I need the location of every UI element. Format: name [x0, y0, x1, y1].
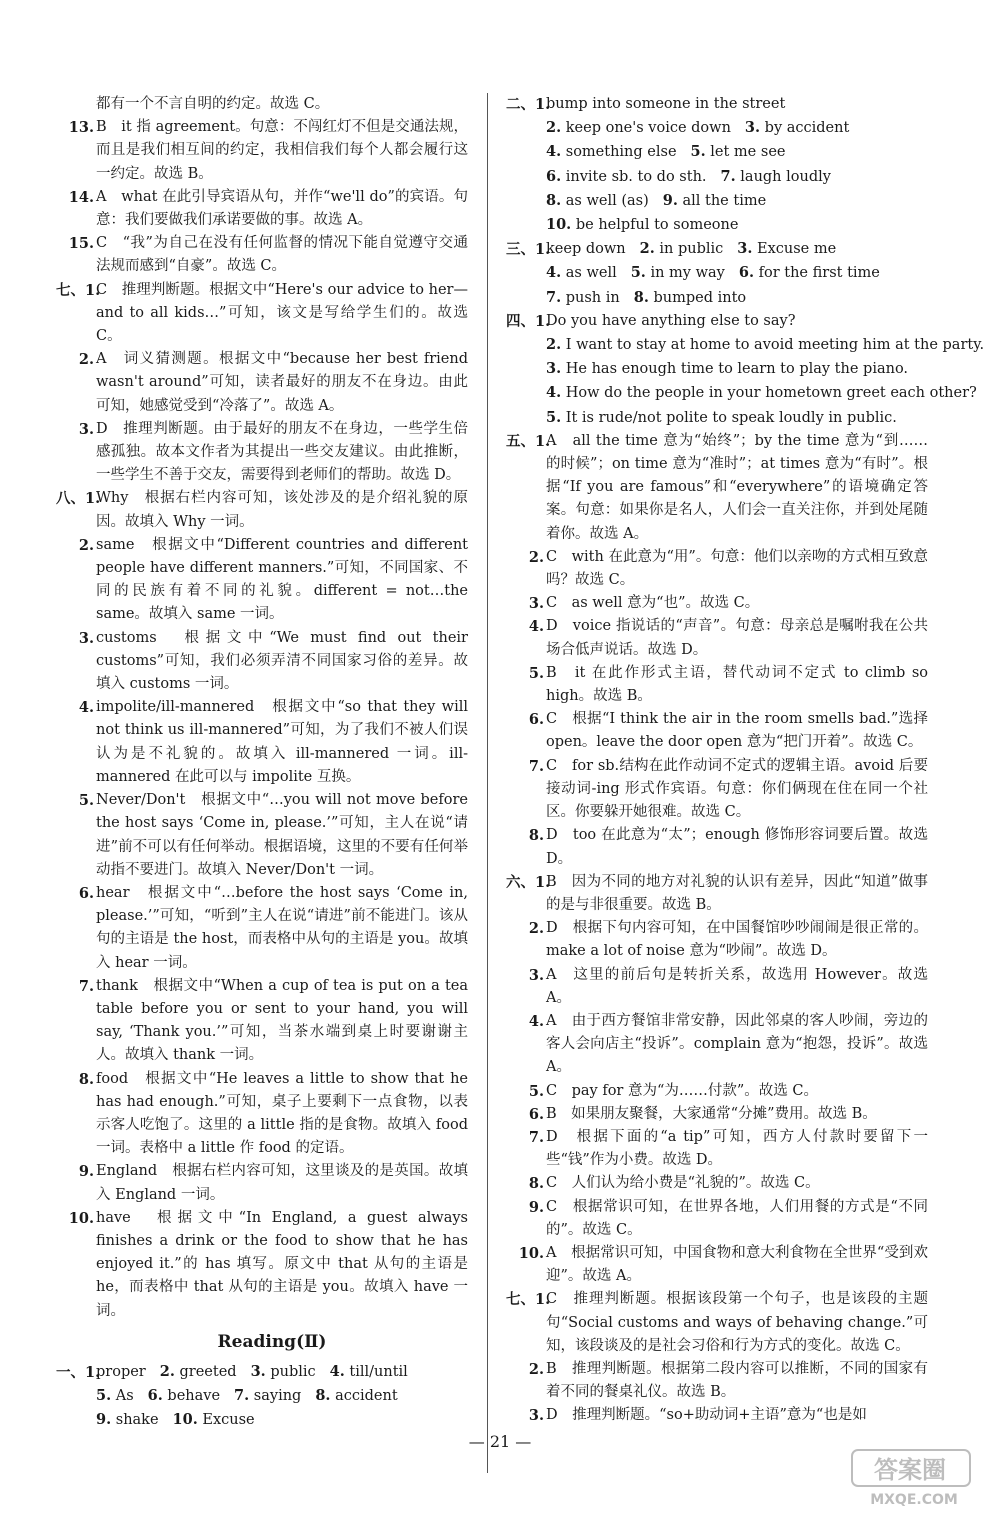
answer-item	[634, 286, 746, 310]
answer-item	[96, 1408, 159, 1432]
answer-text: same 根据文中“Different countries and different people have different manners.”可知，不同国家、不同的民族有着不同的礼貌。different = not…the same。故填入 same 一词。	[96, 536, 468, 623]
answer-text: be helpful to someone	[575, 217, 739, 234]
answer-text: bumped into	[653, 289, 747, 306]
answer-entry	[56, 279, 468, 349]
answer-item	[546, 357, 908, 381]
answer-item	[506, 238, 626, 261]
answer-text: in public	[659, 241, 724, 258]
answer-row	[506, 165, 928, 189]
answer-item	[251, 1360, 316, 1384]
answer-number: 7.	[528, 757, 544, 775]
answer-entry	[506, 708, 928, 754]
answer-number: 5.	[528, 1082, 544, 1100]
answer-item	[737, 237, 836, 261]
answer-text: Why 根据右栏内容可知，该处涉及的是介绍礼貌的原因。故填入 Why 一词。	[96, 490, 468, 530]
answer-number: 3.	[250, 1362, 266, 1380]
answer-number: 一、1.	[56, 1363, 101, 1381]
watermark-logo	[850, 1448, 978, 1510]
answer-number: 5.	[690, 143, 706, 161]
answer-entry	[506, 871, 928, 917]
answer-number: 5.	[78, 792, 94, 810]
answer-text: as well (as)	[565, 192, 649, 209]
answer-text: It is rude/not polite to speak loudly in public.	[565, 409, 897, 426]
answer-number: 2.	[78, 351, 94, 369]
answer-row	[506, 93, 928, 116]
page-number: — 21 —	[468, 1432, 532, 1451]
answer-item	[546, 333, 984, 357]
answer-number: 4.	[528, 618, 544, 636]
answer-row	[506, 189, 928, 213]
answer-entry	[506, 755, 928, 825]
answer-number: 8.	[528, 827, 544, 845]
answer-row	[506, 333, 985, 357]
answer-entry	[506, 1126, 928, 1172]
answer-text: D 根据下面的“a tip”可知，西方人付款时要留下一些“钱”作为小费。故选 D。	[546, 1128, 928, 1169]
answer-text: B it 指 agreement。句意：不闯红灯不但是交通法规，而且是我们相互间的约定，我相信我们每个人都会履行这一约定。故选 B。	[96, 119, 468, 182]
answer-item	[160, 1360, 237, 1384]
answer-text: I want to stay at home to avoid meeting him at the party.	[565, 337, 985, 354]
answer-text: A what 在此引导宾语从句，并作“we'll do”的宾语。句意：我们要做我们承诺要做的事。故选 A。	[96, 188, 468, 229]
answer-item	[546, 261, 617, 285]
answer-text: C pay for 意为“为……付款”。故选 C。	[546, 1082, 818, 1099]
left-column	[56, 93, 468, 1433]
answer-text: something else	[565, 144, 677, 161]
answer-entry	[506, 1103, 928, 1126]
answer-item	[506, 310, 796, 333]
answer-text: impolite/ill-mannered 根据文中“so that they will not think us ill-mannered”可知，为了我们不被人们误认为是不礼貌的。故填入 ill-mannered 一词。ill-mannered 在此可以与 impolite 互换。	[96, 699, 468, 785]
answer-text: C with 在此意为“用”。句意：他们以亲吻的方式相互致意吗？故选 C。	[546, 548, 928, 589]
answer-text: Excuse	[202, 1412, 255, 1429]
answer-entry	[56, 418, 468, 488]
answer-row	[56, 1384, 468, 1408]
answer-row	[506, 213, 928, 237]
answer-row	[506, 406, 928, 430]
answer-text: behave	[167, 1388, 221, 1405]
answer-entry	[56, 1068, 468, 1161]
answer-text: C 推理判断题。根据文中“Here's our advice to her—and to all kids…”可知，该文是写给学生们的。故选 C。	[96, 281, 468, 345]
answer-number: 8.	[78, 1070, 94, 1088]
answer-text: C 根据常识可知，在世界各地，人们用餐的方式是“不同的”。故选 C。	[546, 1198, 928, 1238]
answer-row	[56, 1360, 468, 1384]
answer-text: as well	[565, 265, 617, 282]
answer-text: shake	[115, 1412, 159, 1429]
answer-number: 3.	[78, 629, 94, 647]
column-divider	[487, 93, 488, 1473]
answer-number: 三、1.	[506, 241, 551, 259]
answer-text: D 推理判断题。“so+助动词+主语”意为“也是如	[546, 1407, 867, 1424]
answer-entry	[506, 662, 928, 708]
answer-text: 都有一个不言自明的约定。故选 C。	[96, 96, 330, 112]
answer-entry	[506, 1172, 928, 1195]
answer-text: B 如果朋友聚餐，大家通常“分摊”费用。故选 B。	[546, 1105, 877, 1122]
answer-number: 2.	[546, 336, 562, 354]
answer-item	[546, 189, 649, 213]
answer-item	[546, 116, 731, 140]
answer-text: A all the time 意为“始终”；by the time 意为“到……的时候”；on time 意为“准时”；at times 意为“有时”。根据“If you are famous”和“everywhere”的语境确定答案。句意：如果你是名人，人们会一直关注你，并到处尾随着你。故选 A。	[546, 432, 928, 542]
answer-text: public	[270, 1363, 316, 1380]
answer-number: 2.	[528, 548, 544, 566]
answer-number: 7.	[720, 167, 736, 185]
answer-number: 3.	[78, 420, 94, 438]
answer-entry	[56, 93, 468, 116]
answer-row	[506, 237, 928, 261]
answer-text: C for sb.结构在此作动词不定式的逻辑主语。avoid 后要接动词-ing 形式作宾语。句意：你们俩现在住在同一个社区。你要躲开她很难。故选 C。	[546, 757, 928, 821]
answer-text: in my way	[650, 265, 725, 282]
answer-number: 2.	[78, 536, 94, 554]
answer-number: 8.	[633, 288, 649, 306]
answer-text: D 推理判断题。由于最好的朋友不在身边，一些学生倍感孤独。故本文作者为其提出一些交友建议。由此推断，一些学生不善于交友，需要得到老师们的帮助。故选 D。	[96, 420, 468, 484]
answer-text: by accident	[764, 120, 850, 137]
answer-text: C as well 意为“也”。故选 C。	[546, 595, 760, 612]
answer-number: 四、1.	[506, 312, 551, 330]
answer-item	[315, 1384, 397, 1408]
answer-number: 4.	[329, 1362, 345, 1380]
answer-entry	[506, 592, 928, 615]
answer-entry	[506, 1288, 928, 1358]
answer-number: 8.	[528, 1175, 544, 1193]
answer-number: 9.	[78, 1163, 94, 1181]
answer-number: 6.	[78, 884, 94, 902]
answer-text: till/until	[349, 1363, 408, 1380]
answer-text: C 根据“I think the air in the room smells bad.”选择 open。leave the door open 意为“把门开着”。故选 C。	[546, 711, 928, 751]
answer-text: for the first time	[758, 265, 880, 282]
answer-number: 五、1.	[506, 432, 551, 450]
right-column	[506, 93, 985, 1428]
answer-text: A 词义猜测题。根据文中“because her best friend wasn't around”可知，读者最好的朋友不在身边。由此可知，她感觉受到“冷落了”。故选 A。	[96, 351, 468, 414]
answer-text: A 这里的前后句是转折关系，故选用 However。故选 A。	[546, 966, 928, 1006]
answer-text: C “我”为自己在没有任何监督的情况下能自觉遵守交通法规而感到“自豪”。故选 C。	[96, 235, 468, 275]
answer-text: push in	[565, 289, 620, 306]
answer-number: 6.	[528, 1105, 544, 1123]
answer-entry	[56, 696, 468, 789]
answer-text: D voice 指说话的“声音”。句意：母亲总是嘱咐我在公共场合低声说话。故选 D。	[546, 618, 928, 658]
answer-number: 4.	[546, 264, 562, 282]
answer-number: 3.	[744, 119, 761, 137]
answer-item	[631, 261, 725, 285]
answer-item	[506, 93, 786, 116]
answer-text: laugh loudly	[740, 168, 831, 185]
answer-text: D 根据下句内容可知，在中国餐馆吵吵闹闹是很正常的。make a lot of noise 意为“吵闹”。故选 D。	[546, 920, 928, 960]
answer-text: thank 根据文中“When a cup of tea is put on a tea table before you or sent to your hand, you will say, ‘Thank you.’”可知，当茶水端到桌上时要谢谢主人。故填入 thank 一词。	[96, 977, 468, 1064]
answer-item	[234, 1384, 301, 1408]
answer-text: greeted	[179, 1363, 237, 1380]
answer-entry	[506, 917, 928, 963]
answer-text: D too 在此意为“太”；enough 修饰形容词要后置。故选 D。	[546, 827, 928, 867]
answer-entry	[56, 232, 468, 278]
answer-text: C 推理判断题。根据该段第一个句子，也是该段的主题句“Social customs and ways of behaving change.”可知，该段谈及的是社会习俗和行为方式的变化。故选 C。	[546, 1291, 928, 1354]
watermark-text: 答案圈	[874, 1456, 946, 1484]
answer-entry	[56, 975, 468, 1068]
answer-entry	[56, 882, 468, 975]
answer-text: He has enough time to learn to play the piano.	[565, 361, 909, 378]
answer-row	[506, 261, 928, 285]
answer-text: hear 根据文中“…before the host says ‘Come in, please.’”可知，“听到”主人在说“请进”前不能进门。该从句的主语是 the host，而表格中从句的主语是 you。故填入 hear 一词。	[96, 884, 468, 971]
answer-number: 七、1.	[56, 281, 101, 299]
answer-text: proper	[96, 1363, 146, 1380]
answer-entry	[506, 1010, 928, 1080]
answer-item	[546, 381, 977, 405]
answer-number: 7.	[528, 1128, 544, 1146]
answer-text: Excuse me	[757, 241, 837, 258]
answer-entry	[506, 1404, 928, 1427]
answer-text: invite sb. to do sth.	[565, 168, 707, 185]
answer-text: have 根据文中“In England, a guest always finishes a drink or the food to show that he has enjoyed it.”的 has 填写。原文中 that 从句的主语是 he，而表格中 that 从句的主语是 you。故填入 have 一词。	[96, 1209, 468, 1319]
answer-number: 6.	[528, 711, 544, 729]
answer-item	[546, 140, 677, 164]
answer-number: 5.	[528, 664, 544, 682]
answer-row	[506, 116, 928, 140]
answer-item	[546, 165, 707, 189]
answer-number: 3.	[528, 595, 544, 613]
answer-number: 4.	[546, 384, 562, 402]
answer-item	[546, 286, 620, 310]
answer-entry	[506, 1242, 928, 1288]
answer-number: 10.	[546, 216, 572, 234]
answer-item	[173, 1408, 255, 1432]
answer-item	[721, 165, 831, 189]
answer-number: 10.	[518, 1244, 544, 1262]
answer-text: How do the people in your hometown greet each other?	[565, 385, 977, 402]
answer-number: 5.	[630, 264, 646, 282]
answer-entry	[56, 348, 468, 418]
answer-entry	[506, 430, 928, 546]
answer-number: 3.	[737, 240, 753, 258]
answer-item	[330, 1360, 408, 1384]
answer-number: 13.	[68, 119, 94, 137]
answer-text: accident	[335, 1388, 398, 1405]
answer-number: 5.	[546, 408, 562, 426]
answer-item	[745, 116, 849, 140]
answer-row	[506, 357, 928, 381]
answer-item	[546, 213, 738, 237]
answer-entry	[506, 1358, 928, 1404]
answer-number: 6.	[738, 264, 754, 282]
answer-text: customs 根据文中“We must find out their customs”可知，我们必须弄清不同国家习俗的差异。故填入 customs 一词。	[96, 629, 468, 693]
answer-text: Never/Don't 根据文中“…you will not move before the host says ‘Come in, please.’”可知，主人在说“请进”前不可以有任何举动。根据语境，这里的不要有任何举动指不要进门。故填入 Never/Don't 一词。	[96, 792, 468, 878]
answer-number: 15.	[68, 235, 94, 253]
answer-text: A 根据常识可知，中国食物和意大利食物在全世界“受到欢迎”。故选 A。	[546, 1244, 928, 1285]
answer-entry	[506, 615, 928, 661]
answer-entry	[56, 487, 468, 533]
answer-number: 7.	[546, 288, 562, 306]
watermark-url: MXQE.COM	[870, 1492, 958, 1508]
answer-number: 2.	[546, 119, 562, 137]
answer-number: 八、1.	[56, 490, 101, 508]
answer-text: keep down	[546, 241, 626, 258]
answer-text: let me see	[710, 144, 786, 161]
answer-number: 4.	[528, 1012, 544, 1030]
answer-number: 二、1.	[506, 96, 551, 113]
answer-number: 8.	[546, 191, 562, 209]
answer-text: B it 在此作形式主语，替代动词不定式 to climb so high。故选 B。	[546, 664, 928, 705]
answer-item	[546, 406, 897, 430]
answer-text: saying	[253, 1388, 302, 1405]
answer-text: bump into someone in the street	[546, 96, 786, 112]
answer-number: 4.	[546, 143, 562, 161]
answer-text: B 因为不同的地方对礼貌的认识有差异，因此“知道”做事的是与非很重要。故选 B。	[546, 873, 928, 913]
answer-number: 6.	[147, 1387, 163, 1405]
answer-entry	[506, 964, 928, 1010]
answer-number: 14.	[68, 188, 94, 206]
answer-item	[640, 237, 724, 261]
answer-row	[506, 140, 928, 164]
answer-text: A 由于西方餐馆非常安静，因此邻桌的客人吵闹，旁边的客人会向店主“投诉”。complain 意为“抱怨，投诉”。故选 A。	[546, 1012, 928, 1076]
answer-row	[506, 381, 977, 405]
answer-number: 3.	[546, 360, 562, 378]
answer-number: 9.	[528, 1198, 544, 1216]
answer-number: 七、1.	[506, 1291, 551, 1309]
answer-text: C 人们认为给小费是“礼貌的”。故选 C。	[546, 1175, 820, 1192]
answer-number: 10.	[68, 1209, 94, 1227]
answer-entry	[56, 534, 468, 627]
answer-entry	[506, 1196, 928, 1242]
answer-text: food 根据文中“He leaves a little to show that he has had enough.”可知，桌子上要剩下一点食物，以表示客人吃饱了。这里的 a little 指的是食物。故填入 food 一词。表格中 a little 作 food 的定语。	[96, 1070, 468, 1157]
answer-number: 2.	[528, 1360, 544, 1378]
answer-text: Do you have anything else to say?	[546, 312, 796, 329]
answer-row	[506, 286, 928, 310]
answer-number: 2.	[639, 240, 655, 258]
answer-text: B 推理判断题。根据第二段内容可以推断，不同的国家有着不同的餐桌礼仪。故选 B。	[546, 1360, 928, 1401]
answer-item	[691, 140, 786, 164]
answer-item	[56, 1361, 146, 1384]
answer-item	[663, 189, 766, 213]
answer-number: 2.	[159, 1362, 175, 1380]
answer-number: 5.	[96, 1387, 112, 1405]
answer-entry	[56, 1207, 468, 1323]
answer-item	[148, 1384, 220, 1408]
answer-entry	[56, 789, 468, 882]
answer-entry	[56, 116, 468, 186]
answer-number: 9.	[96, 1411, 112, 1429]
answer-item	[96, 1384, 134, 1408]
answer-number: 4.	[78, 699, 94, 717]
answer-entry	[56, 186, 468, 232]
answer-number: 7.	[78, 977, 94, 995]
answer-number: 3.	[528, 1407, 544, 1425]
answer-number: 2.	[528, 920, 544, 938]
answer-entry	[56, 1160, 468, 1206]
answer-row	[56, 1408, 468, 1432]
answer-entry	[506, 546, 928, 592]
answer-entry	[506, 824, 928, 870]
answer-number: 7.	[234, 1387, 250, 1405]
answer-entry	[506, 1080, 928, 1103]
answer-row	[506, 310, 928, 333]
answer-entry	[56, 627, 468, 697]
answer-number: 10.	[172, 1411, 198, 1429]
answer-number: 9.	[662, 191, 678, 209]
answer-text: all the time	[682, 192, 767, 209]
answer-number: 3.	[528, 966, 544, 984]
answer-text: As	[115, 1388, 134, 1405]
answer-number: 六、1.	[506, 873, 551, 891]
section-heading: Reading(Ⅱ)	[217, 1331, 327, 1352]
answer-text: England 根据右栏内容可知，这里谈及的是英国。故填入 England 一词。	[96, 1163, 468, 1203]
answer-text: keep one's voice down	[565, 120, 731, 137]
answer-number: 8.	[315, 1387, 331, 1405]
answer-item	[739, 261, 880, 285]
answer-number: 6.	[546, 167, 562, 185]
